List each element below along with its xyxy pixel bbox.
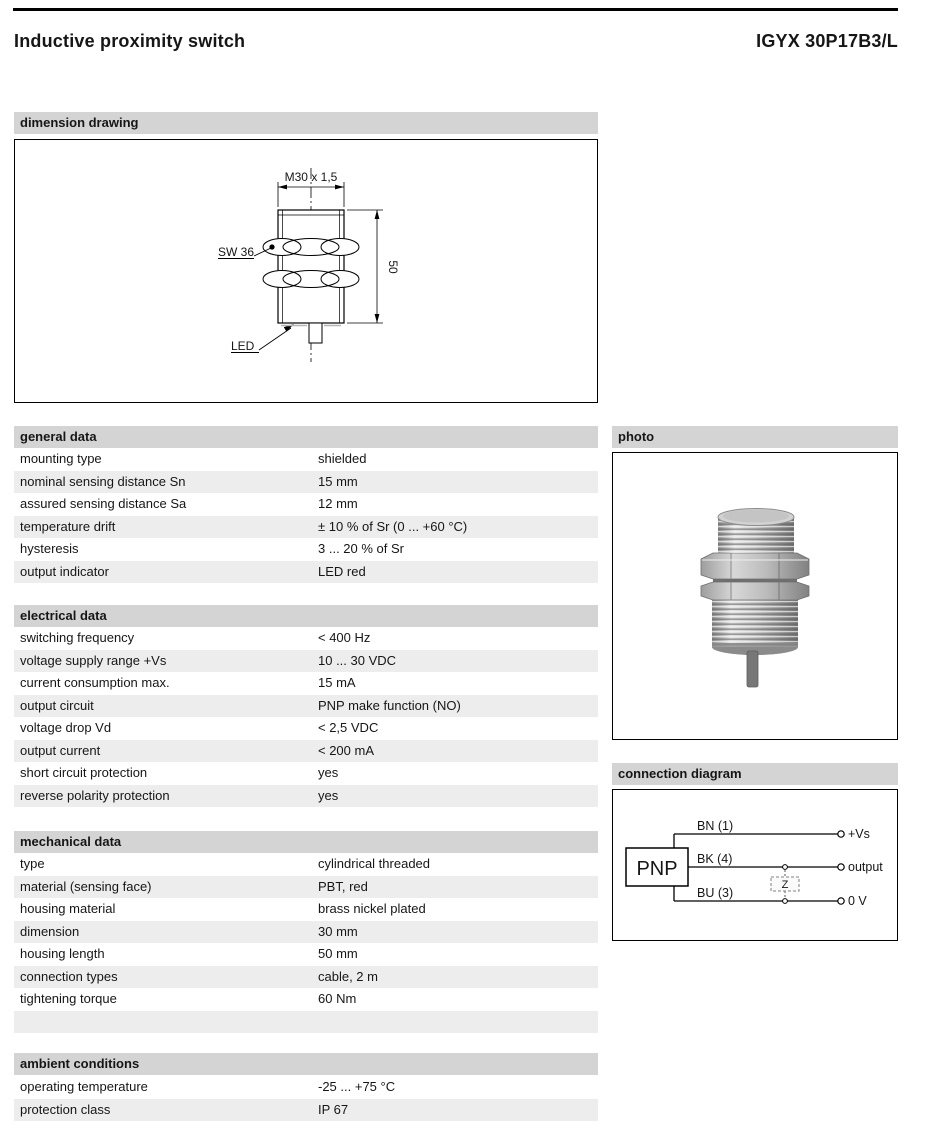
table-row [14,695,598,718]
ambient-conditions-table [14,1076,598,1121]
row-value: < 2,5 VDC [318,720,379,735]
thread-size-label: M30 x 1,5 [284,170,338,184]
row-label: temperature drift [20,518,116,534]
row-value: 3 ... 20 % of Sr [318,541,404,556]
table-row [14,966,598,989]
row-label: housing length [20,946,105,961]
table-row [14,943,598,966]
table-row [14,448,598,471]
row-label: material (sensing face) [20,878,152,894]
general-data-table [14,448,598,583]
led-callout [231,324,294,353]
terminal-label-0v: 0 V [848,894,867,908]
row-value: cylindrical threaded [318,856,431,871]
row-label: connection types [20,968,118,984]
table-row [14,740,598,763]
table-row [14,1011,598,1034]
row-label: output circuit [20,697,94,713]
section-header-dimension-drawing: dimension drawing [14,112,598,134]
table-row [14,672,598,695]
row-value: brass nickel plated [318,901,426,916]
row-value: 15 mm [318,473,358,489]
row-value: yes [318,787,339,803]
row-label: hysteresis [20,541,79,556]
row-value: PNP make function (NO) [318,697,461,713]
photo-frame [612,452,898,740]
row-label: short circuit protection [20,765,148,780]
row-value: shielded [318,451,367,466]
node-0v [783,899,788,904]
load-impedance-label: Z [781,879,789,891]
table-row [14,1076,598,1099]
wire-label-bk: BK (4) [697,852,733,866]
row-value: < 200 mA [318,742,375,758]
row-value: 15 mA [318,675,356,690]
cable-stub [309,323,322,343]
table-row [14,853,598,876]
row-value: 60 Nm [318,991,357,1006]
table-row [14,762,598,785]
sensor-body [278,210,344,323]
row-value: -25 ... +75 °C [318,1079,396,1094]
table-row [14,717,598,740]
row-label: nominal sensing distance Sn [20,473,186,489]
wrench-size-label: SW 36 [218,245,255,259]
top-rule [13,8,898,11]
terminal-label-output: output [848,860,883,874]
section-header-connection-diagram: connection diagram [612,763,898,785]
product-code: IGYX 30P17B3/L [756,31,898,51]
wire-label-bn: BN (1) [697,819,734,833]
terminal-vs [838,831,844,837]
row-value: < 400 Hz [318,630,371,645]
length-dimension [347,210,400,323]
row-value: PBT, red [318,878,368,894]
connection-diagram-frame [612,789,898,941]
dimension-drawing-frame [14,139,598,403]
row-label: operating temperature [20,1079,148,1094]
page-title: Inductive proximity switch [14,31,246,51]
photo-cable [747,651,758,687]
product-photo [613,453,897,739]
row-value: IP 67 [318,1101,349,1117]
table-row [14,650,598,673]
connection-diagram-figure [613,790,897,940]
row-value: 12 mm [318,496,358,511]
led-label: LED [231,339,255,353]
pnp-label: PNP [636,858,678,880]
row-value: ± 10 % of Sr (0 ... +60 °C) [318,518,468,534]
wire-label-bu: BU (3) [697,886,734,900]
table-row [14,876,598,899]
row-value: yes [318,765,339,780]
row-value [318,1011,598,1034]
mechanical-data-table [14,853,598,1033]
table-row [14,988,598,1011]
row-label: assured sensing distance Sa [20,496,187,511]
row-label: type [20,856,45,871]
section-header-electrical-data: electrical data [14,605,598,627]
row-label: dimension [20,923,80,939]
photo-hex-nut-upper [701,553,809,579]
table-row [14,785,598,808]
table-row [14,538,598,561]
terminal-output [838,864,844,870]
dimension-drawing [15,140,597,402]
row-value: LED red [318,563,366,579]
section-header-general-data: general data [14,426,598,448]
terminal-label-vs: +Vs [848,827,870,841]
terminal-0v [838,898,844,904]
row-label: switching frequency [20,630,135,645]
row-label [14,1011,318,1034]
node-output [783,865,788,870]
row-value: 10 ... 30 VDC [318,652,397,668]
hex-nut-upper [263,239,359,256]
row-label: output indicator [20,563,109,579]
photo-hex-nut-lower [701,582,809,600]
section-header-mechanical-data: mechanical data [14,831,598,853]
table-row [14,561,598,584]
row-label: housing material [20,901,116,916]
table-row [14,921,598,944]
table-row [14,1099,598,1122]
table-row [14,898,598,921]
table-row [14,627,598,650]
row-label: tightening torque [20,991,117,1006]
row-label: output current [20,742,101,758]
row-label: current consumption max. [20,675,170,690]
row-value: 50 mm [318,946,358,961]
electrical-data-table [14,627,598,807]
row-label: reverse polarity protection [20,787,170,803]
row-label: protection class [20,1101,111,1117]
length-label: 50 [386,260,400,274]
row-value: 30 mm [318,923,358,939]
row-label: voltage drop Vd [20,720,112,735]
row-value: cable, 2 m [318,968,378,984]
row-label: voltage supply range +Vs [20,652,167,668]
section-header-photo: photo [612,426,898,448]
table-row [14,471,598,494]
row-label: mounting type [20,451,102,466]
photo-bottom-thread [712,598,798,655]
table-row [14,493,598,516]
table-row [14,516,598,539]
hex-nut-lower [263,271,359,288]
photo-top-thread [718,509,794,554]
section-header-ambient-conditions: ambient conditions [14,1053,598,1075]
